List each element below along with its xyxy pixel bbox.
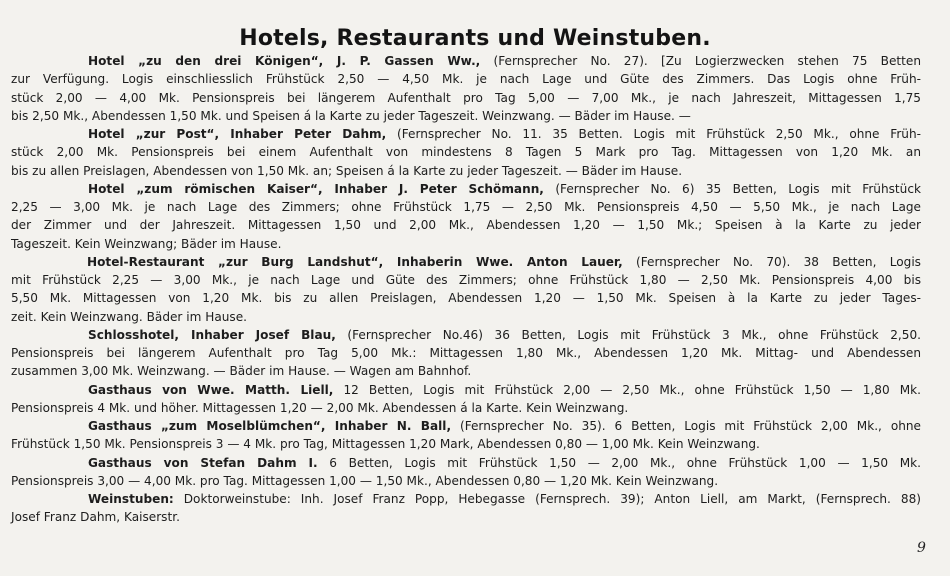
entry-text: Doktorweinstube: Inh. Josef Franz Popp, Hebegasse (Fernsprech. 39); Anton Liell, am Markt, (Fernsprech. 88) (173, 492, 921, 506)
listing-entry-roemischen-kaiser (11, 180, 921, 253)
entry-first-line (11, 253, 921, 271)
entry-line: Pensionspreis 4 Mk. und höher. Mittagessen 1,20 — 2,00 Mk. Abendessen á la Karte. Kein Weinzwang. (11, 400, 629, 415)
entry-heading: Schlosshotel, Inhaber Josef Blau, (88, 327, 336, 342)
entry-heading: Hotel „zu den drei Königen“, J. P. Gassen Ww., (88, 54, 481, 68)
entry-first-line (11, 125, 921, 143)
entry-line: 5,50 Mk. Mittagessen von 1,20 Mk. bis zu allen Preislagen, Abendessen 1,20 — 1,50 Mk. Speisen à la Karte zu jeder Tages- (11, 291, 921, 306)
entry-first-line (11, 326, 921, 344)
listing-entry-zur-post (11, 125, 921, 180)
entry-first-line (11, 52, 921, 70)
listing-entry-stefan-dahm (11, 454, 921, 491)
entry-first-line (11, 180, 921, 198)
entry-heading: Hotel „zum römischen Kaiser“, Inhaber J. Peter Schömann, (88, 181, 544, 196)
listing-entry-drei-koenigen (11, 52, 921, 125)
entry-heading: Hotel-Restaurant „zur Burg Landshut“, Inhaberin Wwe. Anton Lauer, (87, 254, 623, 269)
entry-heading: Hotel „zur Post“, Inhaber Peter Dahm, (88, 127, 387, 141)
entry-line: stück 2,00 Mk. Pensionspreis bei einem Aufenthalt von mindestens 8 Tagen 5 Mark pro Tag. Mittagessen von 1,20 Mk. an (11, 145, 921, 160)
entry-line: zeit. Kein Weinzwang. Bäder im Hause. (11, 309, 247, 324)
entry-line: Pensionspreis bei längerem Aufenthalt pro Tag 5,00 Mk.: Mittagessen 1,80 Mk., Abendessen 1,20 Mk. Mittag- und Abendessen (11, 346, 921, 360)
entry-text: (Fernsprecher No. 27). [Zu Logierzwecken stehen 75 Betten (480, 54, 921, 68)
entry-text: (Fernsprecher No. 70). 38 Betten, Logis (622, 254, 921, 269)
entry-line: stück 2,00 — 4,00 Mk. Pensionspreis bei längerem Aufenthalt pro Tag 5,00 — 7,00 Mk., je nach Jahreszeit, Mittagessen 1,75 (11, 90, 921, 105)
listing-entry-schlosshotel (11, 326, 921, 381)
entry-line: Pensionspreis 3,00 — 4,00 Mk. pro Tag. Mittagessen 1,00 — 1,50 Mk., Abendessen 0,80 — 1,20 Mk. Kein Weinzwang. (11, 473, 719, 488)
listing-entry-moselbluemchen (11, 417, 921, 454)
page-title: Hotels, Restaurants und Weinstuben. (239, 26, 711, 51)
entry-first-line (11, 417, 921, 435)
page-number: 9 (917, 540, 926, 556)
entry-heading: Gasthaus von Stefan Dahm I. (88, 455, 318, 470)
hotel-listing (11, 52, 921, 527)
listing-entry-matth-liell (11, 381, 921, 418)
entry-first-line (11, 454, 921, 472)
entry-first-line (11, 381, 921, 399)
entry-heading: Gasthaus „zum Moselblümchen“, Inhaber N. Ball, (88, 419, 452, 433)
entry-text: (Fernsprecher No. 35). 6 Betten, Logis mit Frühstück 2,00 Mk., ohne (451, 419, 921, 433)
entry-line: bis 2,50 Mk., Abendessen 1,50 Mk. und Speisen á la Karte zu jeder Tageszeit. Weinzwang. — Bäder im Hause. — (11, 108, 691, 123)
entry-line: Tageszeit. Kein Weinzwang; Bäder im Hause. (11, 236, 282, 251)
entry-first-line (11, 490, 921, 508)
entry-line: zusammen 3,00 Mk. Weinzwang. — Bäder im Hause. — Wagen am Bahnhof. (11, 364, 472, 379)
entry-text: (Fernsprecher No. 11. 35 Betten. Logis mit Frühstück 2,50 Mk., ohne Früh- (386, 127, 921, 141)
entry-line: der Zimmer und der Jahreszeit. Mittagessen 1,50 und 2,00 Mk., Abendessen 1,20 — 1,50 Mk.; Speisen à la Karte zu jeder (11, 218, 921, 233)
entry-text: 12 Betten, Logis mit Frühstück 2,00 — 2,50 Mk., ohne Frühstück 1,50 — 1,80 Mk. (333, 382, 922, 397)
entry-line: Josef Franz Dahm, Kaiserstr. (11, 510, 180, 525)
entry-text: (Fernsprecher No.46) 36 Betten, Logis mit Frühstück 3 Mk., ohne Frühstück 2,50. (335, 327, 921, 342)
entry-heading: Weinstuben: (88, 492, 174, 506)
listing-entry-burg-landshut (11, 253, 921, 326)
entry-text: (Fernsprecher No. 6) 35 Betten, Logis mit Frühstück (543, 181, 921, 196)
listing-entry-weinstuben (11, 490, 921, 527)
entry-line: zur Verfügung. Logis einschliesslich Frühstück 2,50 — 4,50 Mk. je nach Lage und Güte des Zimmers. Das Logis ohne Früh- (11, 72, 921, 87)
entry-line: Frühstück 1,50 Mk. Pensionspreis 3 — 4 Mk. pro Tag, Mittagessen 1,20 Mark, Abendessen 0,80 — 1,00 Mk. Kein Weinzwang. (11, 437, 760, 452)
entry-line: bis zu allen Preislagen, Abendessen von 1,50 Mk. an; Speisen á la Karte zu jeder Tageszeit. — Bäder im Hause. (11, 163, 683, 178)
entry-text: 6 Betten, Logis mit Frühstück 1,50 — 2,00 Mk., ohne Frühstück 1,00 — 1,50 Mk. (317, 455, 921, 470)
entry-line: mit Frühstück 2,25 — 3,00 Mk., je nach Lage und Güte des Zimmers; ohne Frühstück 1,80 — 2,50 Mk. Pensionspreis 4,00 bis (11, 273, 921, 287)
entry-heading: Gasthaus von Wwe. Matth. Liell, (88, 382, 334, 397)
entry-line: 2,25 — 3,00 Mk. je nach Lage des Zimmers; ohne Frühstück 1,75 — 2,50 Mk. Pensionspreis 4,50 — 5,50 Mk., je nach Lage (11, 200, 921, 214)
